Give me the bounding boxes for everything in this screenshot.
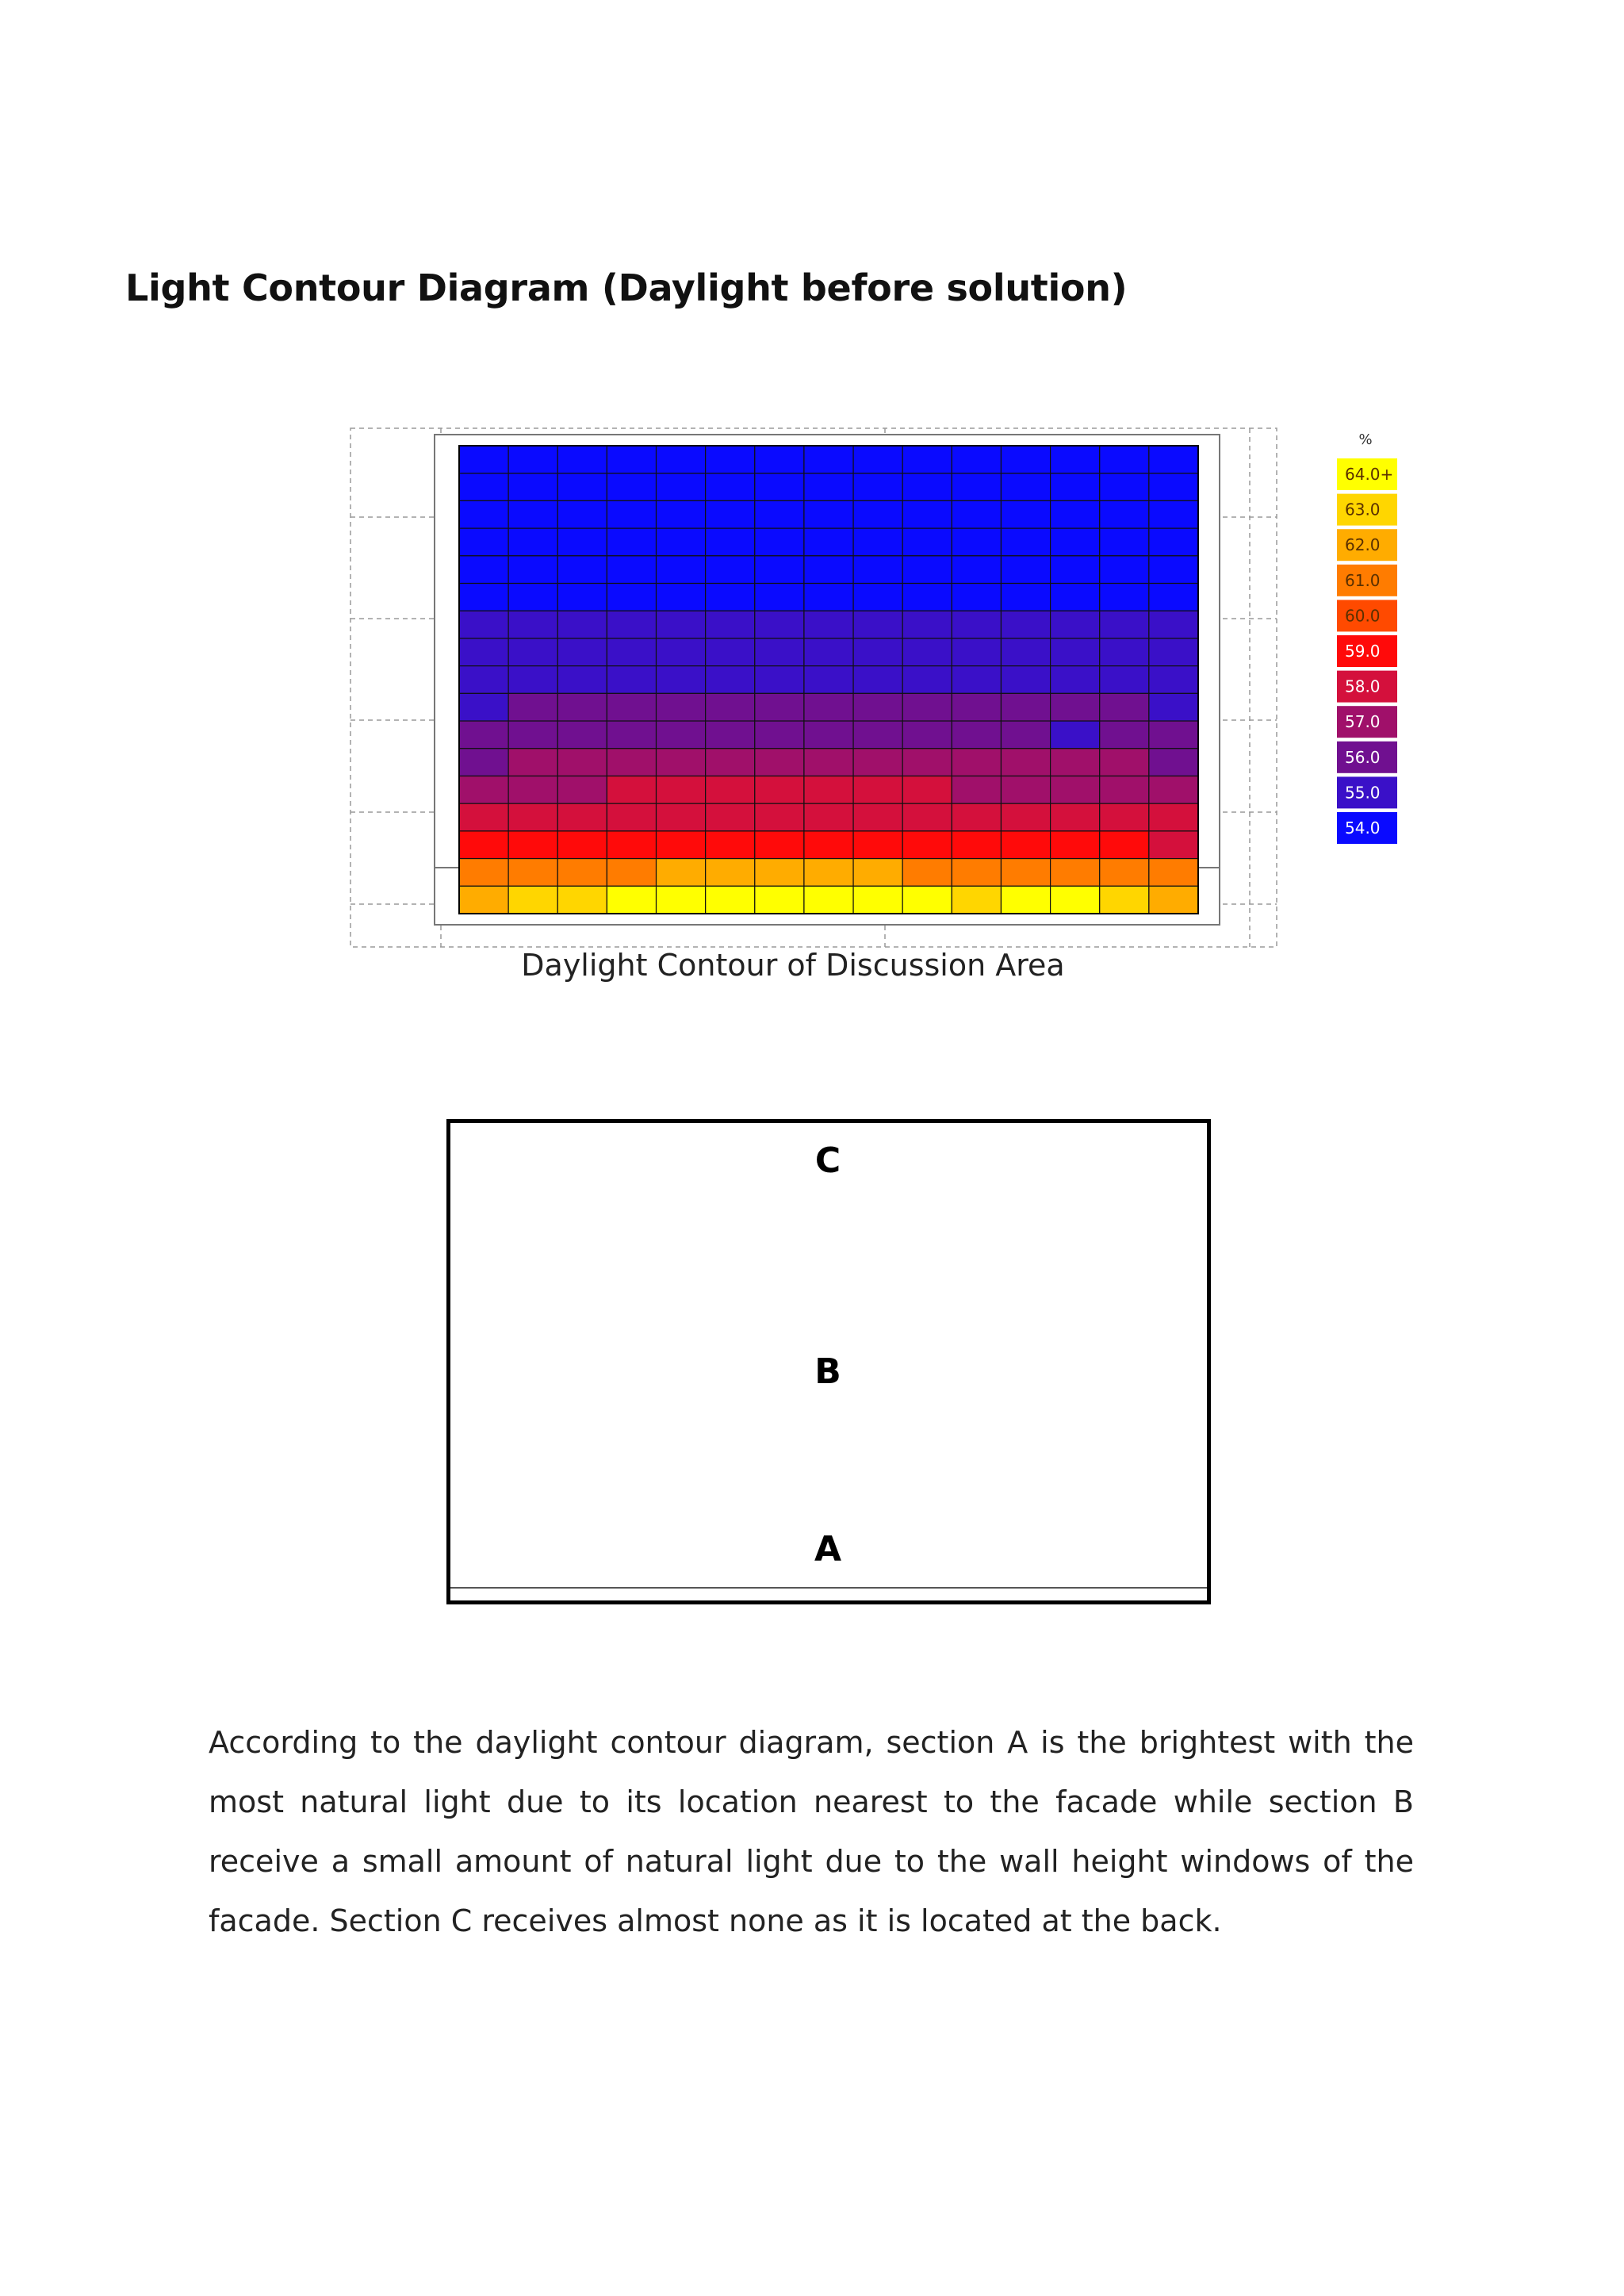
heatmap-cell [902,831,952,859]
heatmap-cell [853,721,902,749]
heatmap-cell [1100,693,1149,721]
heatmap-cell [804,749,853,776]
heatmap-cell [1149,638,1198,666]
heatmap-cell [508,803,557,831]
heatmap-cell [459,803,508,831]
legend-label: 60.0 [1345,606,1381,626]
heatmap-cell [508,528,557,556]
heatmap-cell [952,831,1001,859]
heatmap-cell [902,721,952,749]
heatmap-cell [706,638,755,666]
heatmap-cell [1100,611,1149,638]
heatmap-cell [508,611,557,638]
daylight-contour-heatmap [346,425,1281,949]
heatmap-cell [1149,473,1198,501]
heatmap-cell [607,446,656,473]
heatmap-cell [1149,584,1198,611]
heatmap-cell [557,831,607,859]
heatmap-cell [755,803,804,831]
heatmap-cell [1051,803,1100,831]
legend-label: 58.0 [1345,677,1381,696]
heatmap-cell [952,693,1001,721]
heatmap-cell [706,556,755,584]
heatmap-cell [459,584,508,611]
heatmap-cell [706,611,755,638]
heatmap-cell [706,446,755,473]
legend-label: 57.0 [1345,712,1381,732]
heatmap-cell [1149,859,1198,887]
heatmap-cell [952,556,1001,584]
heatmap-cell [557,666,607,694]
heatmap-cell [607,859,656,887]
heatmap-cell [657,584,706,611]
heatmap-cell [1100,859,1149,887]
heatmap-cell [1051,611,1100,638]
heatmap-cell [657,776,706,803]
heatmap-cell [1149,528,1198,556]
heatmap-cell [853,776,902,803]
heatmap-cell [657,693,706,721]
heatmap-cell [902,803,952,831]
heatmap-cell [607,886,656,914]
heatmap-cell [557,693,607,721]
heatmap-cell [657,886,706,914]
heatmap-cell [508,776,557,803]
heatmap-cell [853,638,902,666]
heatmap-cell [952,611,1001,638]
heatmap-cell [459,693,508,721]
heatmap-cell [657,666,706,694]
heatmap-cell [853,446,902,473]
heatmap-cell [804,500,853,528]
heatmap-cell [508,886,557,914]
heatmap-cell [607,749,656,776]
heatmap-cell [1001,528,1050,556]
heatmap-cell [755,666,804,694]
heatmap-cell [804,776,853,803]
heatmap-cells [459,446,1198,914]
heatmap-cell [607,611,656,638]
heatmap-cell [607,721,656,749]
heatmap-cell [557,638,607,666]
heatmap-cell [657,831,706,859]
heatmap-cell [1100,473,1149,501]
heatmap-cell [706,473,755,501]
heatmap-cell [607,803,656,831]
heatmap-cell [1051,500,1100,528]
heatmap-cell [804,721,853,749]
heatmap-cell [459,556,508,584]
heatmap-cell [755,638,804,666]
heatmap-cell [1149,803,1198,831]
heatmap-cell [1149,500,1198,528]
heatmap-cell [706,584,755,611]
heatmap-cell [1001,693,1050,721]
legend-label: 63.0 [1345,500,1381,519]
heatmap-cell [459,749,508,776]
heatmap-cell [902,611,952,638]
heatmap-cell [952,666,1001,694]
heatmap-cell [657,556,706,584]
section-plan-diagram [446,1119,1211,1604]
heatmap-cell [1051,446,1100,473]
heatmap-cell [1100,556,1149,584]
heatmap-cell [755,886,804,914]
heatmap-cell [1100,721,1149,749]
heatmap-cell [1149,446,1198,473]
heatmap-cell [706,831,755,859]
heatmap-cell [459,500,508,528]
heatmap-cell [755,446,804,473]
heatmap-cell [952,638,1001,666]
heatmap-cell [657,749,706,776]
heatmap-cell [706,666,755,694]
heatmap-cell [1051,859,1100,887]
heatmap-cell [1100,500,1149,528]
heatmap-cell [557,528,607,556]
heatmap-cell [607,528,656,556]
heatmap-cell [1149,666,1198,694]
heatmap-cell [902,859,952,887]
heatmap-cell [853,611,902,638]
heatmap-cell [508,584,557,611]
heatmap-cell [1051,776,1100,803]
heatmap-cell [902,638,952,666]
heatmap-cell [508,446,557,473]
heatmap-cell [902,473,952,501]
heatmap-cell [1100,749,1149,776]
heatmap-cell [1051,638,1100,666]
heatmap-cell [755,831,804,859]
heatmap-cell [706,886,755,914]
legend-label: 54.0 [1345,818,1381,838]
heatmap-cell [508,556,557,584]
heatmap-cell [952,528,1001,556]
legend-label: 55.0 [1345,783,1381,803]
heatmap-cell [1149,721,1198,749]
heatmap-cell [1149,556,1198,584]
heatmap-cell [508,500,557,528]
heatmap-cell [557,886,607,914]
heatmap-cell [804,446,853,473]
heatmap-cell [755,500,804,528]
heatmap-cell [1051,886,1100,914]
heatmap-cell [902,776,952,803]
heatmap-cell [657,528,706,556]
heatmap-cell [804,803,853,831]
heatmap-cell [853,831,902,859]
heatmap-cell [853,803,902,831]
heatmap-cell [607,556,656,584]
heatmap-cell [557,776,607,803]
heatmap-cell [755,556,804,584]
heatmap-cell [804,611,853,638]
heatmap-cell [557,859,607,887]
heatmap-cell [1100,831,1149,859]
heatmap-cell [706,721,755,749]
heatmap-cell [1001,638,1050,666]
heatmap-cell [657,859,706,887]
heatmap-cell [755,611,804,638]
heatmap-cell [952,446,1001,473]
heatmap-cell [853,886,902,914]
heatmap-cell [1149,776,1198,803]
daylight-contour-figure [346,425,1281,949]
heatmap-cell [1100,638,1149,666]
heatmap-cell [1001,611,1050,638]
heatmap-cell [706,859,755,887]
heatmap-cell [557,584,607,611]
heatmap-cell [1001,556,1050,584]
heatmap-cell [508,859,557,887]
heatmap-cell [706,500,755,528]
heatmap-cell [1149,886,1198,914]
heatmap-cell [952,803,1001,831]
heatmap-cell [804,473,853,501]
section-label-a: A [814,1529,842,1570]
heatmap-cell [459,721,508,749]
heatmap-cell [902,584,952,611]
heatmap-cell [459,859,508,887]
heatmap-cell [657,500,706,528]
heatmap-cell [459,831,508,859]
heatmap-cell [755,584,804,611]
heatmap-cell [508,721,557,749]
heatmap-cell [459,886,508,914]
heatmap-cell [607,666,656,694]
heatmap-cell [853,528,902,556]
heatmap-cell [1051,666,1100,694]
heatmap-cell [706,528,755,556]
heatmap-cell [1100,776,1149,803]
legend-label: 56.0 [1345,747,1381,767]
heatmap-cell [557,556,607,584]
heatmap-cell [557,611,607,638]
legend-unit: % [1358,431,1373,448]
heatmap-cell [607,638,656,666]
facade-line [450,1587,1207,1589]
heatmap-cell [1001,831,1050,859]
heatmap-cell [1100,584,1149,611]
heatmap-cell [1001,666,1050,694]
heatmap-cell [508,666,557,694]
heatmap-cell [755,473,804,501]
heatmap-cell [853,749,902,776]
heatmap-cell [952,473,1001,501]
heatmap-cell [1051,693,1100,721]
heatmap-cell [459,638,508,666]
heatmap-cell [1001,859,1050,887]
heatmap-cell [1001,500,1050,528]
heatmap-cell [657,446,706,473]
heatmap-cell [1149,611,1198,638]
heatmap-cell [1051,584,1100,611]
heatmap-cell [1100,528,1149,556]
heatmap-cell [804,584,853,611]
heatmap-cell [1100,803,1149,831]
heatmap-cell [755,528,804,556]
heatmap-cell [902,693,952,721]
heatmap-cell [902,446,952,473]
legend-svg [1332,428,1411,857]
heatmap-cell [755,721,804,749]
heatmap-cell [804,666,853,694]
heatmap-cell [459,666,508,694]
heatmap-cell [902,749,952,776]
heatmap-cell [804,556,853,584]
heatmap-cell [804,528,853,556]
heatmap-cell [1149,693,1198,721]
heatmap-cell [1100,666,1149,694]
heatmap-cell [557,446,607,473]
heatmap-cell [459,611,508,638]
heatmap-cell [853,584,902,611]
heatmap-cell [1051,556,1100,584]
heatmap-cell [902,666,952,694]
heatmap-cell [952,721,1001,749]
heatmap-cell [1001,584,1050,611]
section-label-c: C [814,1140,841,1181]
heatmap-cell [459,528,508,556]
heatmap-cell [1051,721,1100,749]
heatmap-cell [508,831,557,859]
heatmap-cell [853,693,902,721]
heatmap-cell [607,473,656,501]
heatmap-cell [1001,749,1050,776]
heatmap-cell [1051,749,1100,776]
figure-caption: Daylight Contour of Discussion Area [521,948,1065,983]
legend-label: 59.0 [1345,642,1381,661]
heatmap-cell [657,803,706,831]
heatmap-cell [755,749,804,776]
heatmap-cell [1001,776,1050,803]
heatmap-cell [607,776,656,803]
heatmap-cell [755,693,804,721]
heatmap-cell [902,886,952,914]
legend-label: 61.0 [1345,570,1381,590]
heatmap-cell [1149,749,1198,776]
heatmap-cell [952,749,1001,776]
heatmap-cell [1051,473,1100,501]
heatmap-cell [706,693,755,721]
section-label-b: B [814,1351,841,1392]
heatmap-cell [853,556,902,584]
heatmap-cell [459,473,508,501]
heatmap-cell [755,776,804,803]
heatmap-cell [902,528,952,556]
heatmap-cell [804,693,853,721]
heatmap-cell [1100,446,1149,473]
heatmap-cell [459,776,508,803]
heatmap-cell [459,446,508,473]
heatmap-cell [952,584,1001,611]
heatmap-cell [657,611,706,638]
heatmap-cell [557,803,607,831]
heatmap-cell [657,638,706,666]
legend-panel [1332,428,1411,857]
heatmap-cell [1001,446,1050,473]
heatmap-cell [508,693,557,721]
heatmap-cell [607,584,656,611]
heatmap-cell [902,556,952,584]
heatmap-cell [657,721,706,749]
legend-label: 64.0+ [1345,465,1394,484]
heatmap-cell [1001,886,1050,914]
heatmap-cell [853,473,902,501]
heatmap-cell [1001,473,1050,501]
heatmap-cell [706,803,755,831]
heatmap-cell [853,859,902,887]
heatmap-cell [804,886,853,914]
heatmap-cell [557,473,607,501]
page-title: Light Contour Diagram (Daylight before solution) [125,266,1128,309]
heatmap-cell [1149,831,1198,859]
heatmap-cell [804,638,853,666]
heatmap-cell [1001,721,1050,749]
heatmap-cell [1001,803,1050,831]
heatmap-cell [607,500,656,528]
heatmap-cell [804,859,853,887]
heatmap-cell [804,831,853,859]
heatmap-cell [508,473,557,501]
legend-label: 62.0 [1345,535,1381,555]
heatmap-cell [1051,528,1100,556]
heatmap-cell [952,859,1001,887]
heatmap-cell [706,776,755,803]
heatmap-cell [557,500,607,528]
heatmap-cell [952,776,1001,803]
heatmap-cell [557,721,607,749]
heatmap-cell [657,473,706,501]
heatmap-cell [557,749,607,776]
heatmap-cell [607,693,656,721]
heatmap-cell [607,831,656,859]
heatmap-cell [508,638,557,666]
heatmap-cell [1051,831,1100,859]
heatmap-cell [952,886,1001,914]
heatmap-cell [853,666,902,694]
heatmap-cell [508,749,557,776]
heatmap-cell [1100,886,1149,914]
heatmap-cell [952,500,1001,528]
heatmap-cell [706,749,755,776]
heatmap-cell [853,500,902,528]
heatmap-cell [755,859,804,887]
heatmap-cell [902,500,952,528]
body-paragraph: According to the daylight contour diagram, section A is the brightest with the most natural light due to its location nearest to the facade while section B receive a small amount of natural light due to the wall height windows of the facade. Section C receives almost none as it is located at the back. [209,1725,1414,1938]
